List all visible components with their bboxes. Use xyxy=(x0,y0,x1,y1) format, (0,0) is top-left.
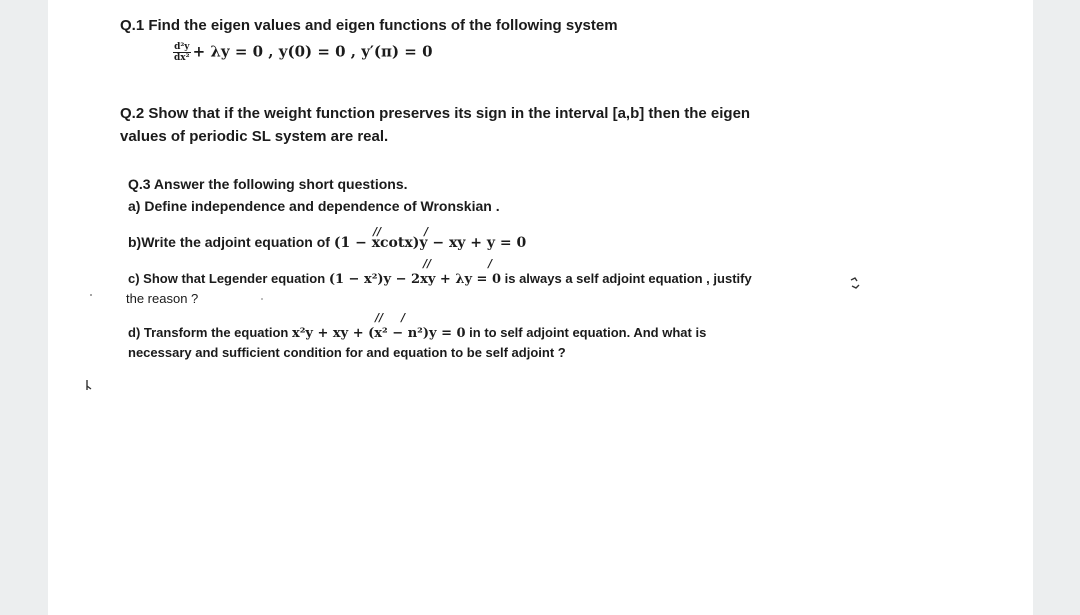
double-prime-mark: // xyxy=(423,257,432,270)
question-3d-rest: in to self adjoint equation. And what is xyxy=(469,325,707,340)
double-prime-mark: // xyxy=(373,225,382,238)
scan-dot xyxy=(258,296,266,302)
scan-speck xyxy=(84,378,94,392)
question-3c xyxy=(128,271,752,287)
question-3c-line-2: the reason ? xyxy=(126,291,199,306)
question-3b xyxy=(128,234,526,251)
scan-speck xyxy=(848,276,862,290)
question-3b-text: b)Write the adjoint equation of xyxy=(128,234,330,250)
question-1-title: Q.1 Find the eigen values and eigen functions of the following system xyxy=(120,17,618,34)
question-3a: a) Define independence and dependence of Wronskian . xyxy=(128,198,500,214)
question-3d xyxy=(128,325,706,341)
question-2-line-1: Q.2 Show that if the weight function preserves its sign in the interval [a,b] then the eigen xyxy=(120,105,751,122)
equation-body: + λy = 0 , y(0) = 0 , y′(π) = 0 xyxy=(192,42,433,61)
question-3-title: Q.3 Answer the following short questions. xyxy=(128,176,408,192)
derivative-fraction xyxy=(173,42,191,63)
fraction-denominator: dx² xyxy=(174,53,190,63)
double-prime-mark: // xyxy=(375,311,384,324)
question-3c-text: c) Show that Legender equation xyxy=(128,271,326,286)
single-prime-mark: / xyxy=(488,257,493,270)
single-prime-mark: / xyxy=(424,225,429,238)
question-3b-equation: (1 − xcotx)y − xy + y = 0 xyxy=(333,235,527,251)
document-page xyxy=(48,0,1033,615)
question-3c-rest: is always a self adjoint equation , justify xyxy=(504,271,752,286)
single-prime-mark: / xyxy=(401,311,406,324)
question-3d-line-2: necessary and sufficient condition for and equation to be self adjoint ? xyxy=(128,345,566,360)
question-1-equation xyxy=(173,42,433,63)
question-3c-equation: (1 − x²)y − 2xy + λy = 0 xyxy=(328,272,501,287)
fraction-numerator: d²y xyxy=(174,42,190,52)
question-3d-text: d) Transform the equation xyxy=(128,325,289,340)
question-3d-equation: x²y + xy + (x² − n²)y = 0 xyxy=(291,326,466,341)
question-2-line-2: values of periodic SL system are real. xyxy=(120,128,389,145)
scan-dot xyxy=(88,292,94,298)
